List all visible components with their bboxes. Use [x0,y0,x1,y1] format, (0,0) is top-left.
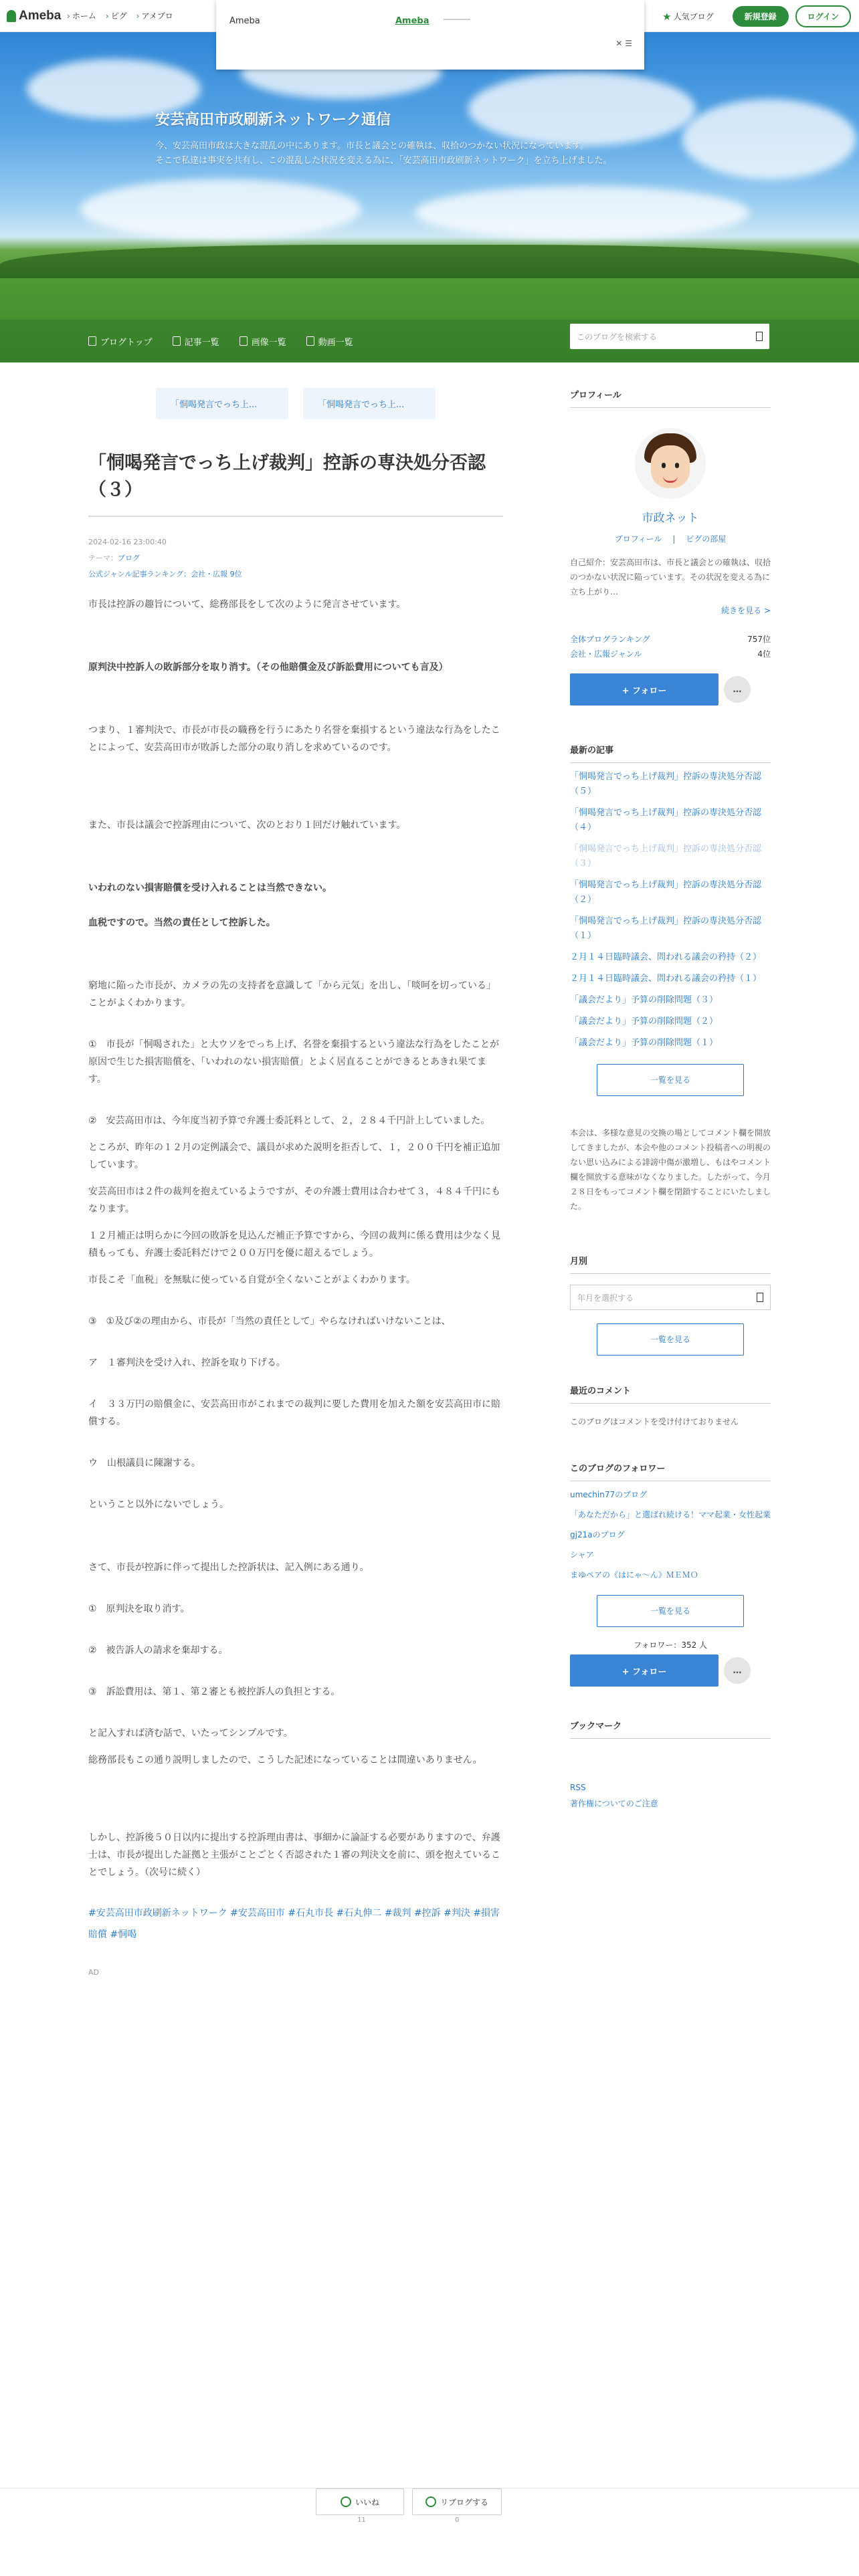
top-nav [67,10,173,21]
follower-count: フォロワー：352 人 [633,1640,708,1650]
cloud-shape [468,72,696,146]
top-nav-home[interactable]: › ホーム [67,10,96,21]
copyright-link[interactable]: 著作権についてのご注意 [570,1799,658,1808]
article-paragraph: ③ ①及び②の理由から、市長が「当然の責任として」やらなければいけないことは、 [88,1316,451,1327]
followers-heading: このブログのフォロワー [570,1461,771,1481]
latest-entry-link[interactable]: 「恫喝発言でっち上げ裁判」控訴の専決処分否認（５） [570,772,762,796]
article-paragraph: ということ以外にないでしょう。 [88,1499,229,1510]
popular-blogs-link[interactable]: ★ 人気ブログ [662,10,714,23]
article-title: 「恫喝発言でっち上げ裁判」控訴の専決処分否認（３） [88,450,503,517]
ad-overlay[interactable] [216,0,644,70]
article-theme: テーマ：ブログ [88,554,140,562]
entry-list-link[interactable]: 記事一覧 [173,335,219,348]
genre-rank: 4位 [757,649,771,659]
article-paragraph: １２月補正は明らかに今回の敗訴を見込んだ補正予算ですから、今回の裁判に係る費用は少なく見積もっても、弁護士委託料だけで２００万円を優に超えるでしょう。 [88,1230,500,1259]
article-paragraph: 原判決中控訴人の敗訴部分を取り消す。（その他賠償金及び訴訟費用についても言及） [88,662,448,673]
video-list-link[interactable]: 動画一覧 [306,335,353,348]
latest-entry-link[interactable]: ２月１４日臨時議会、問われる議会の矜持（２） [570,952,762,962]
ad-brand-link[interactable]: Ameba [395,16,430,26]
blog-search-input[interactable]: このブログを検索する [570,324,769,349]
latest-entry-link[interactable]: 「議会だより」予算の削除問題（１） [570,1038,719,1048]
cloud-shape [682,99,856,179]
profile-intro: 自己紹介：安芸高田市は、市長と議会との確執は、収拾のつかない状況に陥っています。その状況を変える為に立ち上がり… [570,558,771,597]
register-button[interactable]: 新規登録 [733,6,789,27]
image-icon [240,336,248,346]
follower-link[interactable]: 「あなただから」と選ばれ続ける！ママ起業・女性起業 [570,1510,771,1519]
top-nav-pigg[interactable]: › ピグ [106,10,127,21]
profile-links: プロフィール | ピグの部屋 [614,534,727,544]
video-icon [306,336,314,346]
star-icon: ★ [662,10,672,23]
genre-ranking-link[interactable]: 会社・広報ジャンル [570,649,642,659]
article-paragraph: 窮地に陥った市長が、カメラの先の支持者を意識して「から元気」を出し、「啖呵を切っている」ことがよくわかります。 [88,980,496,1008]
followers-list-button[interactable]: 一覧を見る [597,1595,744,1627]
reblog-count: 0 [455,2516,460,2524]
recent-comments-text: このブログはコメントを受け付けておりません [570,1417,739,1426]
top-nav-ameblo[interactable]: › アメブロ [136,10,173,21]
follow-button-bottom[interactable]: + フォロー [570,1654,719,1687]
article-paragraph: 安芸高田市は２件の裁判を抱えているようですが、その弁護士費用は合わせて３，４８４千円にもなります。 [88,1186,500,1214]
article-paragraph: ア １審判決を受け入れ、控訴を取り下げる。 [88,1358,286,1368]
article-paragraph: 総務部長もこの通り説明しましたので、こうした記述になっていることは間違いありません。 [88,1755,482,1765]
article-paragraph: 市長こそ「血税」を無駄に使っている自覚が全くないことがよくわかります。 [88,1275,415,1285]
bookmark-list [570,1783,771,1809]
follow-row [570,673,771,706]
pig-room-link[interactable]: ピグの部屋 [686,534,727,544]
article-body [88,596,503,1881]
overall-ranking-link[interactable]: 全体ブログランキング [570,635,650,644]
cloud-shape [80,179,361,239]
follower-link[interactable]: gj21aのブログ [570,1530,625,1539]
article-paragraph: ③ 訴訟費用は、第１、第２審とも被控訴人の負担とする。 [88,1687,341,1697]
article-paragraph: と記入すれば済む話で、いたってシンプルです。 [88,1728,293,1739]
overall-rank: 757位 [747,635,771,644]
like-icon [341,2496,351,2507]
follower-link[interactable]: まゆペアの《はにゃ～ん》ＭＥＭＯ [570,1570,698,1580]
sidebar [570,388,771,1809]
entry-list-button[interactable]: 一覧を見る [597,1064,744,1096]
article-paragraph: ② 被告訴人の請求を棄却する。 [88,1645,228,1656]
ad-label: AD [88,1968,99,1977]
ameba-logo[interactable]: Ameba [0,9,67,23]
username[interactable]: 市政ネット [642,512,699,525]
latest-entry-link[interactable]: 「恫喝発言でっち上げ裁判」控訴の専決処分否認（３） [570,844,762,869]
article-paragraph: いわれのない損害賠償を受け入れることは当然できない。 [88,883,332,893]
blog-description: 今、安芸高田市政は大きな混乱の中にあります。市長と議会との確執は、収拾のつかない状況になっています。 そこで私達は事実を共有し、この混乱した状況を変える為に、「安芸高田市政刷新ネットワーク」を立ち上げました。 [155,141,612,166]
more-options-icon[interactable]: … [724,1657,751,1684]
article-paragraph: さて、市長が控訴に伴って提出した控訴状は、記入例にある通り。 [88,1562,369,1573]
article-paragraph: しかし、控訴後５０日以内に提出する控訴理由書は、事細かに論証する必要がありますので、弁護士は、市長が提出した証拠と主張がことごとく否認された１審の判決文を前に、頭を抱えていることでしょう。（次号に続く） [88,1832,500,1878]
reblog-button[interactable]: リブログする [412,2488,502,2515]
article-paragraph: ② 安芸高田市は、今年度当初予算で弁護士委託料として、２，２８４千円計上していました。 [88,1115,490,1126]
reaction-bar [0,2488,859,2576]
ranking-box [570,632,771,661]
avatar[interactable] [635,428,706,499]
latest-entry-link[interactable]: 「議会だより」予算の削除問題（３） [570,995,719,1005]
entry-pager [88,388,503,419]
treeline-shape [0,245,859,278]
bookmark-heading: ブックマーク [570,1719,771,1739]
profile-link[interactable]: プロフィール [614,534,662,544]
ad-label: Ameba [229,16,260,26]
read-more-link[interactable]: 続きを見る > [721,606,771,615]
cloud-shape [415,186,749,239]
recent-comments-heading: 最近のコメント [570,1384,771,1404]
article-paragraph: ところが、昨年の１２月の定例議会で、議員が求めた説明を拒否して、１，２００千円を補正追加しています。 [88,1142,500,1170]
latest-entries-heading: 最新の記事 [570,743,771,763]
month-select[interactable]: 年月を選択する [570,1285,771,1310]
follower-link[interactable]: シャア [570,1550,594,1560]
header-actions [662,5,851,27]
login-button[interactable]: ログイン [795,5,851,27]
monthly-list-button[interactable]: 一覧を見る [597,1323,744,1356]
like-button[interactable]: いいね [316,2488,404,2515]
next-entry-link[interactable]: 「恫喝発言でっち上... [303,388,436,419]
blog-header-image [0,32,859,362]
article-paragraph: ① 原判決を取り消す。 [88,1604,190,1614]
follow-button[interactable]: + フォロー [570,673,719,706]
latest-entry-link[interactable]: 「恫喝発言でっち上げ裁判」控訴の専決処分否認（２） [570,880,762,905]
comment-notice: 本会は、多様な意見の交換の場としてコメント欄を開放してきましたが、本会や他のコメント投稿者への明視のない思い込みによる誹謗中傷が激増し、もはやコメント欄を開放する意味がなくなりました。したがって、今月２８日をもってコメント欄を閉鎖することにいたしました。 [570,1128,771,1211]
profile-heading: プロフィール [570,388,771,408]
reblog-icon [425,2496,436,2507]
follower-link[interactable]: umechin77のブログ [570,1490,648,1499]
article-paragraph: ウ 山根議員に陳謝する。 [88,1458,201,1469]
article-paragraph: イ ３３万円の賠償金に、安芸高田市がこれまでの裁判に要した費用を加えた額を安芸高田市に賠償する。 [88,1399,500,1427]
ad-close-icon[interactable]: ✕ ☰ [615,39,632,48]
list-icon [173,336,181,346]
hashtag-list[interactable]: #安芸高田市政刷新ネットワーク #安芸高田市 #石丸市長 #石丸伸二 #裁判 #控訴 #判決 #損害賠償 #恫喝 [88,1908,500,1940]
article-paragraph: つまり、１審判決で、市長が市長の職務を行うにあたり名誉を棄損するという違法な行為をしたことによって、安芸高田市が敗訴した部分の取り消しを求めているのです。 [88,725,500,753]
ad-underline [444,19,470,20]
follower-list [570,1488,771,1582]
follow-row-bottom [570,1654,771,1687]
blog-top-link[interactable]: ブログトップ [88,335,153,348]
more-options-icon[interactable]: … [724,676,751,703]
like-count: 11 [357,2516,366,2524]
article-paragraph: 血税ですので。当然の責任として控訴した。 [88,918,276,928]
latest-entry-link[interactable]: ２月１４日臨時議会、問われる議会の矜持（１） [570,974,762,984]
article-ranking[interactable]: 公式ジャンル記事ランキング：会社・広報 9位 [88,570,242,578]
image-list-link[interactable]: 画像一覧 [240,335,286,348]
home-icon [88,336,96,346]
article-paragraph: 市長は控訴の趣旨について、総務部長をして次のように発言させています。 [88,599,406,610]
monthly-heading: 月別 [570,1254,771,1274]
article-paragraph: ① 市長が「恫喝された」と大ウソをでっち上げ、名誉を棄損するという違法な行為をしたことが原因で生じた損害賠償を、「いわれのない損害賠償」とよく居直ることができるとあきれ果てます。 [88,1039,499,1085]
article-column [88,388,503,1977]
article-meta [88,534,503,582]
latest-entries-list [570,770,771,1051]
theme-link[interactable]: ブログ [118,554,140,562]
ameba-logo-icon [7,10,16,22]
chevron-down-icon [757,1293,763,1302]
rss-link[interactable]: RSS [570,1783,586,1792]
latest-entry-link[interactable]: 「議会だより」予算の削除問題（２） [570,1016,719,1027]
latest-entry-link[interactable]: 「恫喝発言でっち上げ裁判」控訴の専決処分否認（４） [570,808,762,833]
article-paragraph: また、市長は議会で控訴理由について、次のとおり１回だけ触れています。 [88,820,406,831]
blog-title[interactable]: 安芸高田市政刷新ネットワーク通信 [155,112,391,128]
article-date: 2024-02-16 23:00:40 [88,538,167,546]
latest-entry-link[interactable]: 「恫喝発言でっち上げ裁判」控訴の専決処分否認（１） [570,916,762,941]
search-icon[interactable] [756,332,763,341]
prev-entry-link[interactable]: 「恫喝発言でっち上... [156,388,288,419]
